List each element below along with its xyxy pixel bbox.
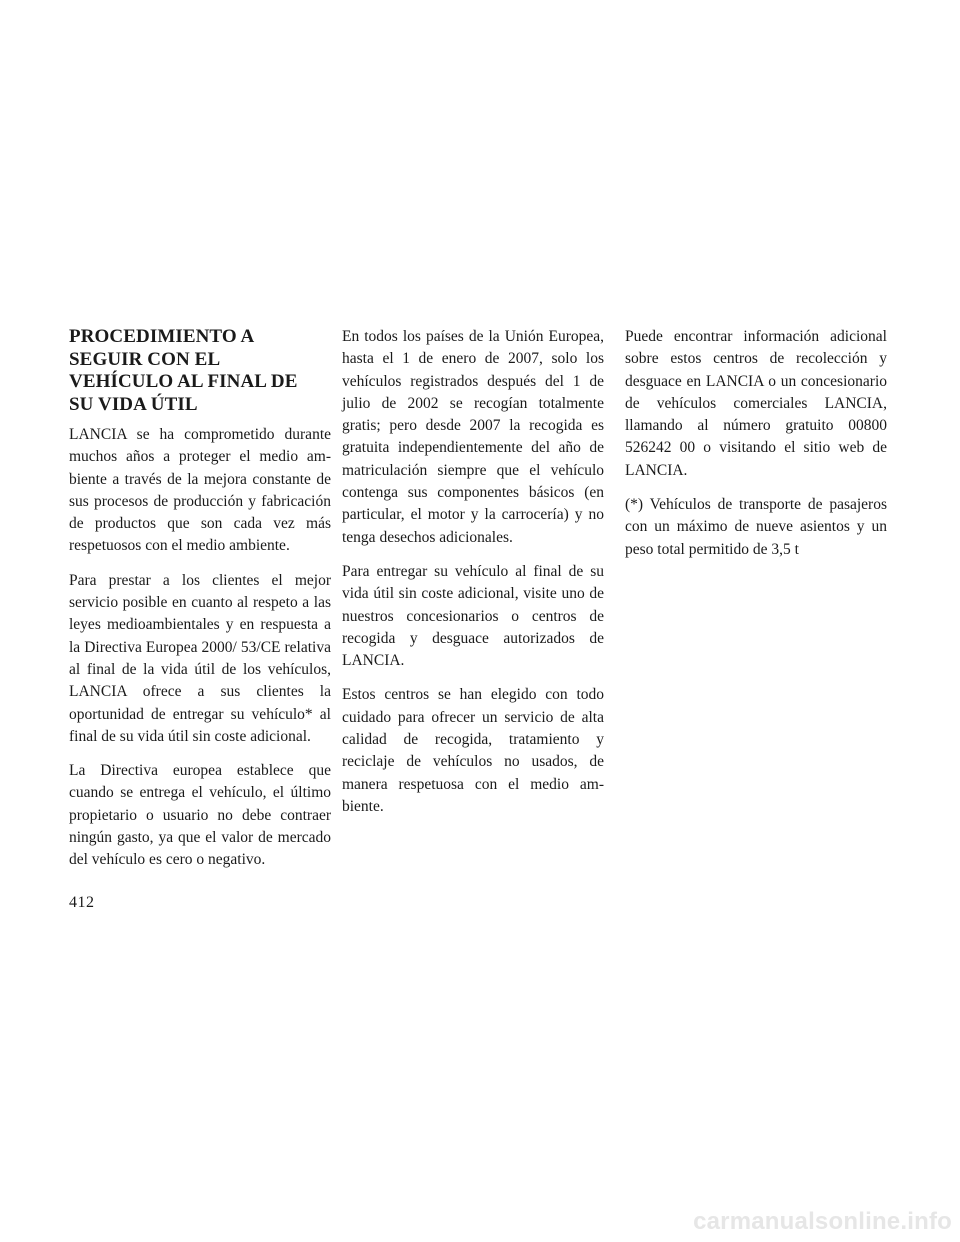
paragraph: La Directiva europea establece que cuando se entrega el vehículo, el último propietario o usuario no debe contraer ningún gasto, ya que el valor de mercado del vehículo es cero o negativo. (69, 762, 331, 869)
section-heading (69, 326, 331, 416)
watermark-logo: carmanualsonline.info (693, 1208, 952, 1235)
right-column (625, 326, 887, 573)
footnote: (*) Vehículos de transporte de pasajeros con un máximo de nueve asientos y un peso total permitido de 3,5 t (625, 496, 887, 558)
paragraph: En todos los países de la Unión Europea, hasta el 1 de enero de 2007, solo los vehículos registrados después del 1 de julio de 2002 se recogían totalmente gratis; pero desde 2007 la recogida es gratuita independientemente del año de matriculación siempre que el vehículo contenga sus componentes básicos (en particular, el motor y la carrocería) y no tenga desechos adicionales. (342, 328, 604, 546)
paragraph: Estos centros se han elegido con todo cuidado para ofrecer un servicio de alta calidad de recogida, tratamiento y reciclaje de vehículos no usados, de manera respetuosa con el medio ambiente. (342, 686, 604, 815)
paragraph: Puede encontrar información adicional sobre estos centros de recolección y desguace en LANCIA o un concesionario de vehículos comerciales LANCIA, llamando al número gratuito 00800 526242 00 o visitando el sitio web de LANCIA. (625, 328, 887, 479)
heading-line: SU VIDA ÚTIL (69, 393, 198, 415)
heading-line: SEGUIR CON EL (69, 348, 221, 370)
left-column (69, 310, 331, 884)
paragraph: Para entregar su vehículo al final de su vida útil sin coste adicional, visite uno de nuestros concesionarios o centros de recogida y desguace autorizados de LANCIA. (342, 562, 604, 670)
middle-column (342, 326, 604, 830)
heading-line: VEHÍCULO AL FINAL DE (69, 371, 298, 392)
page-number: 412 (69, 894, 95, 911)
heading-line: PROCEDIMIENTO A (69, 326, 255, 347)
paragraph: Para prestar a los clientes el mejor servicio posible en cuanto al respeto a las leyes medioambientales y en respuesta a la Directiva Europea 2000/ 53/CE relativa al final de la vida útil de los vehículos, LANCIA ofrece a sus clientes la oportunidad de entregar su vehículo* al final de su vida útil sin coste adicional. (69, 571, 331, 745)
paragraph: LANCIA se ha comprometido durante muchos años a proteger el medio ambiente a través de la mejora constante de sus procesos de producción y fabricación de productos que son cada vez más respetuosos con el medio ambiente. (69, 426, 331, 555)
